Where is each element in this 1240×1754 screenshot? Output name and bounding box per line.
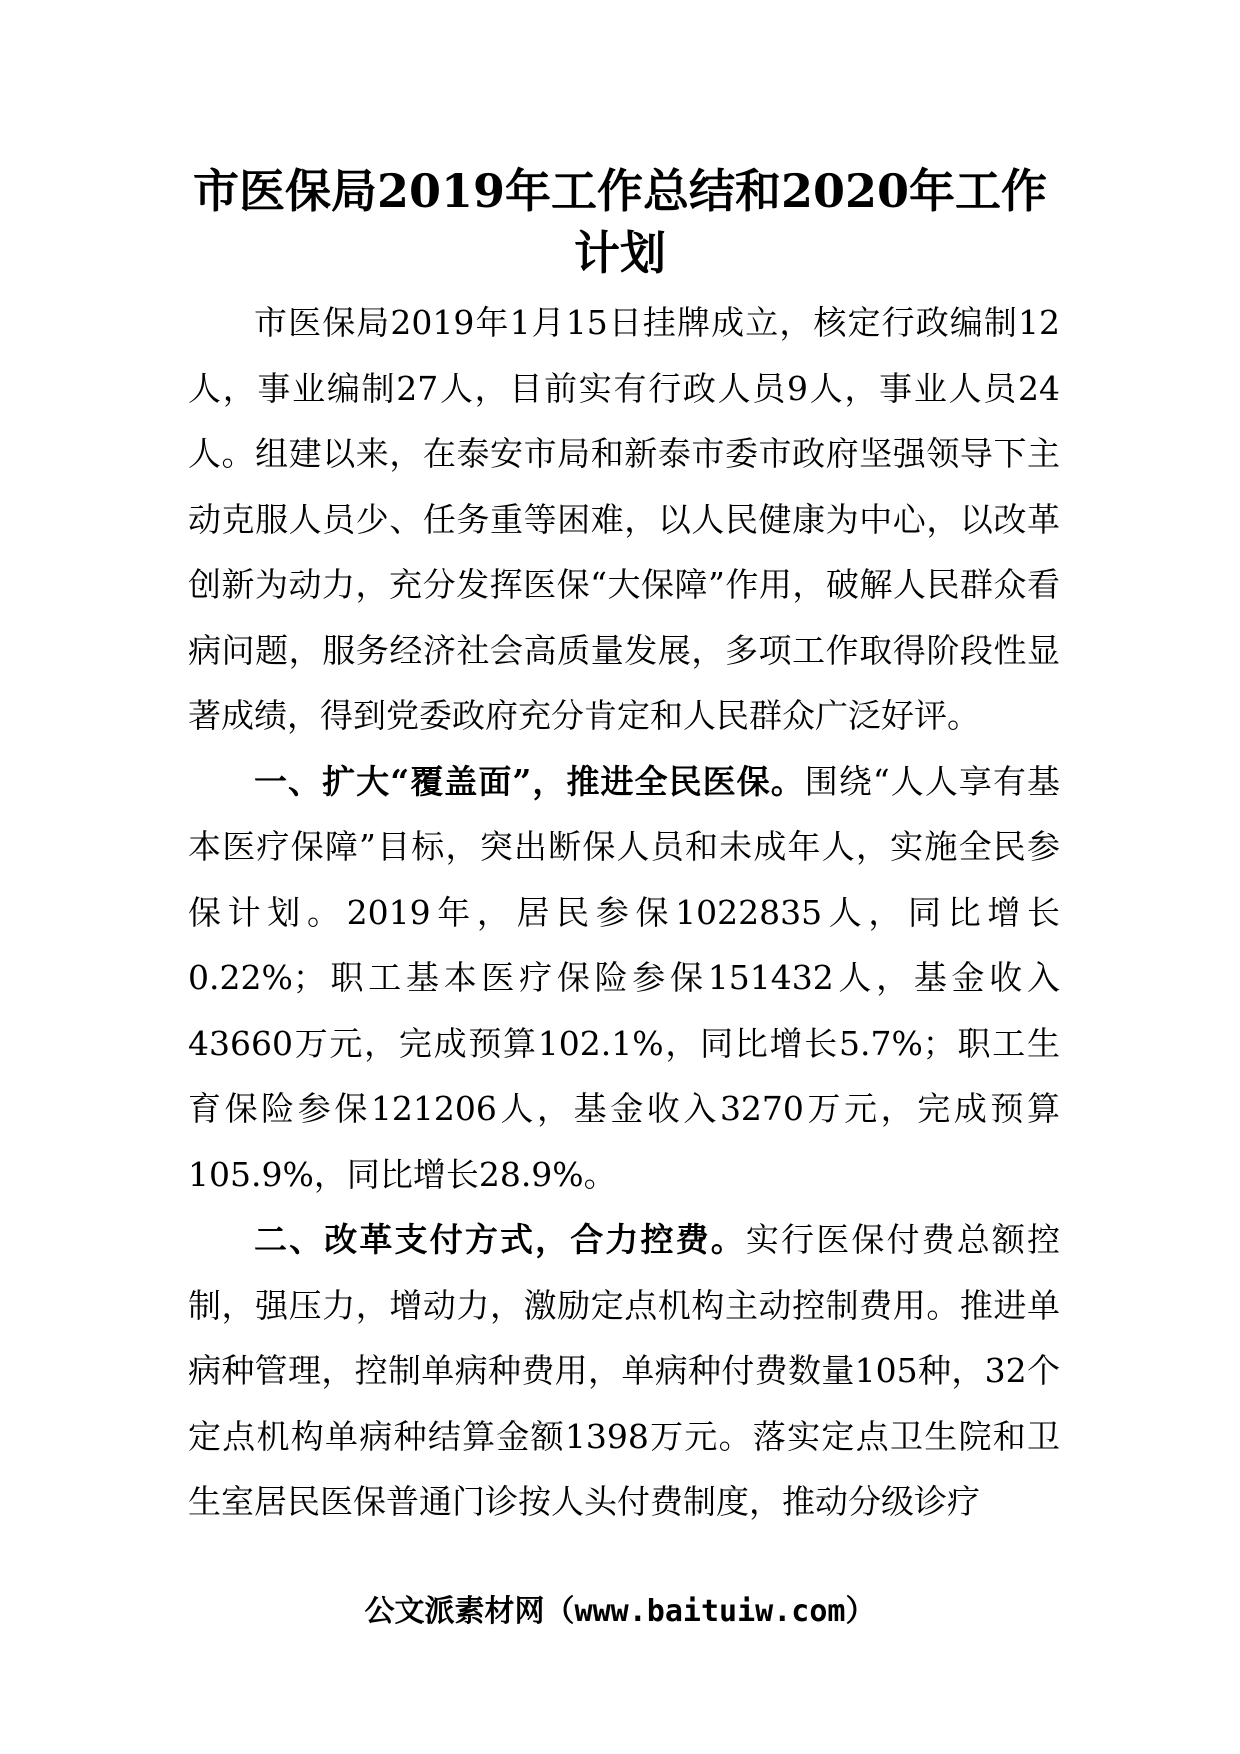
paragraph-intro (188, 290, 1060, 749)
footer-url: （www.baituiw.com） (544, 1594, 876, 1629)
section-heading: 一、扩大“覆盖面”，推进全民医保。 (254, 761, 805, 801)
footer-watermark (0, 1592, 1240, 1632)
paragraph-text: 实行医保付费总额控制，强压力，增动力，激励定点机构主动控制费用。推进单病种管理，控制单病种费用，单病种付费数量105种，32个定点机构单病种结算金额1398万元。落实定点卫生院和卫生室居民医保普通门诊按人头付费制度，推动分级诊疗 (188, 1220, 1061, 1521)
section-heading: 二、改革支付方式，合力控费。 (254, 1220, 746, 1259)
paragraph-section-1 (188, 749, 1060, 1208)
paragraph-section-2 (188, 1207, 1060, 1535)
paragraph-text: 围绕“人人享有基本医疗保障”目标，突出断保人员和未成年人，实施全民参保计划。2019年，居民参保1022835人，同比增长0.22%；职工基本医疗保险参保151432人，基金收入43660万元，完成预算102.1%，同比增长5.7%；职工生育保险参保121206人，基金收入3270万元，完成预算105.9%，同比增长28.9%。 (188, 761, 1061, 1194)
document-body (188, 290, 1060, 1535)
document-title: 市医保局2019年工作总结和2020年工作计划 (192, 164, 1048, 280)
footer-site-name: 公文派素材网 (364, 1594, 545, 1629)
paragraph-text: 市医保局2019年1月15日挂牌成立，核定行政编制12人，事业编制27人，目前实有行政人员9人，事业人员24人。组建以来，在泰安市局和新泰市委市政府坚强领导下主动克服人员少、任务重等困难，以人民健康为中心，以改革创新为动力，充分发挥医保“大保障”作用，破解人民群众看病问题，服务经济社会高质量发展，多项工作取得阶段性显著成绩，得到党委政府充分肯定和人民群众广泛好评。 (188, 303, 1060, 735)
